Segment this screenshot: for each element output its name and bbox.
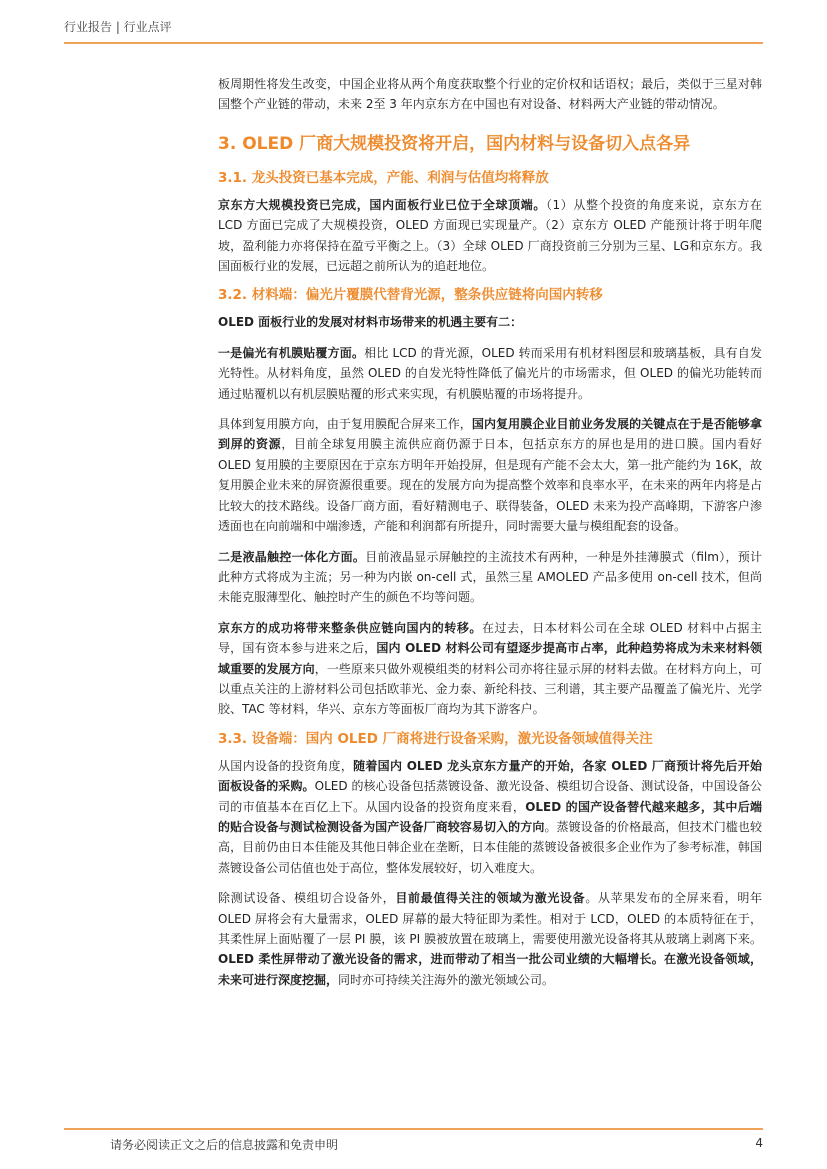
body-text: 除测试设备、模组切合设备外，: [218, 891, 396, 906]
paragraph-equipment: [218, 756, 762, 878]
body-text: ，目前全球复用膜主流供应商仍源于日本，包括京东方的屏也是用的进口膜。国内看好 OLED 复用膜的主要原因在于京东方明年开始投屏，但是现有产能不会太大，第一批产能约为 16K，故复用膜企业未来的屏资源很重要。现在的发展方向为提高整个效率和良率水平，在未来的两年内将是占比较大的技术路线。设备厂商方面，看好精测电子、联得装备，OLED 未来为投产高峰期，下游客户渗透面也在向前端和中端渗透，产能和利润都有所提升，同时需要大量与模组配套的设备。: [218, 437, 762, 534]
paragraph-touch: [218, 547, 762, 608]
paragraph-supply-chain: [218, 618, 762, 720]
body-text: 从国内设备的投资角度，: [218, 758, 354, 773]
body-text: 相比 LCD 的背光源，OLED 转而采用有机材料图层和玻璃基板，具有自发光特性。从材料角度，虽然 OLED 的自发光特性降低了偏光片的市场需求，但 OLED 的偏光功能转而通过贴覆机以有机层膜贴覆的形式来实现，有机膜贴覆的市场将提升。: [218, 345, 762, 401]
bold-text: 二是液晶触控一体化方面。: [218, 549, 366, 564]
paragraph-laser: [218, 888, 762, 990]
body-text: 具体到复用膜方向，由于复用膜配合屏来工作，: [218, 417, 472, 432]
paragraph-film: [218, 414, 762, 536]
body-text: ，一些原来只做外观模组类的材料公司亦将往显示屏的材料去做。在材料方向上，可以重点关注的上游材料公司包括欧菲光、金力泰、新纶科技、三利谱，其主要产品覆盖了偏光片、光学胶、TAC 等材料，华兴、京东方等面板厂商均为其下游客户。: [218, 661, 762, 717]
bold-text: 随着国内 OLED 龙头京东方量产的开始，各家 OLED 厂商预计将先后开始面板设备的采购。: [218, 758, 762, 794]
section-3-3-heading: 3.3. 设备端：国内 OLED 厂商将进行设备采购，激光设备领域值得关注: [218, 730, 653, 747]
bold-text: 一是偏光有机膜贴覆方面。: [218, 345, 365, 360]
paragraph-3-2-lead: OLED 面板行业的发展对材料市场带来的机遇主要有二：: [218, 315, 523, 330]
footer-rule: [64, 1128, 763, 1130]
body-text: 。蒸镀设备的价格最高，但技术门槛也较高，目前仍由日本佳能及其他日韩企业在垄断，日本佳能的蒸镀设备被很多企业作为了参考标准，韩国蒸镀设备公司估值也处于高位，整体发展较好，切入难度大。: [218, 819, 762, 875]
disclaimer-footer: 请务必阅读正文之后的信息披露和免责申明: [110, 1138, 339, 1152]
body-text: 同时亦可持续关注海外的激光领域公司。: [338, 972, 555, 987]
paragraph-3-1: [218, 195, 762, 277]
section-3-heading: 3. OLED 厂商大规模投资将开启，国内材料与设备切入点各异: [218, 133, 691, 154]
bold-text: OLED 柔性屏带动了激光设备的需求，进而带动了相当一批公司业绩的大幅增长。在激光设备领域，未来可进行深度挖掘，: [218, 952, 762, 987]
bold-text: 目前最值得关注的领域为激光设备: [395, 891, 586, 906]
paragraph-polarizer: [218, 343, 762, 404]
body-text: （1）从整个投资的角度来说，京东方在 LCD 方面已完成了大规模投资，OLED 方面现已实现量产。（2）京东方 OLED 产能预计将于明年爬坡，盈利能力亦将保持在盈亏平衡之上。（3）全球 OLED 厂商投资前三分别为三星、LG和京东方。我国面板行业的发展，已远超之前所认为的追赶地位。: [218, 197, 762, 274]
main-content: [218, 74, 762, 1000]
body-text: 。从苹果发布的全屏来看，明年 OLED 屏将会有大量需求，OLED 屏幕的最大特征即为柔性。相对于 LCD，OLED 的本质特征在于，其柔性屏上面贴覆了一层 PI 膜，该 PI 膜被放置在玻璃上，需要使用激光设备将其从玻璃上剥离下来。: [218, 891, 762, 946]
bold-text: 国内复用膜企业目前业务发展的关键点在于是否能够拿到屏的资源: [218, 417, 762, 452]
section-3-1-heading: 3.1. 龙头投资已基本完成，产能、利润与估值均将释放: [218, 169, 549, 186]
bold-text: 京东方的成功将带来整条供应链向国内的转移。: [218, 620, 482, 635]
body-text: 目前液晶显示屏触控的主流技术有两种，一种是外挂薄膜式（film），预计此种方式将成为主流；另一种为内嵌 on-cell 式，虽然三星 AMOLED 产品多使用 on-cell 技术，但尚未能克服薄型化、触控时产生的颜色不均等问题。: [218, 549, 762, 605]
bold-text: 国内 OLED 材料公司有望逐步提高市占率，此种趋势将成为未来材料领域重要的发展方向: [218, 641, 762, 676]
section-3-2-heading: 3.2. 材料端：偏光片覆膜代替背光源，整条供应链将向国内转移: [218, 287, 603, 304]
header-rule: [64, 42, 763, 44]
bold-text: 京东方大规模投资已完成，国内面板行业已位于全球顶端。: [218, 197, 546, 212]
paragraph-intro: 板周期性将发生改变，中国企业将从两个角度获取整个行业的定价权和话语权；最后，类似于三星对韩国整个产业链的带动，未来 2至 3 年内京东方在中国也有对设备、材料两大产业链的带动情况。: [218, 77, 762, 112]
bold-text: OLED 的国产设备替代越来越多，其中后端的贴合设备与测试检测设备为国产设备厂商较容易切入的方向: [218, 799, 762, 834]
body-text: OLED 的核心设备包括蒸镀设备、激光设备、模组切合设备、测试设备，中国设备公司的市值基本在百亿上下。从国内设备的投资角度来看，: [218, 779, 762, 814]
report-header: 行业报告 | 行业点评: [64, 20, 172, 34]
page-number: 4: [755, 1136, 763, 1150]
body-text: 在过去，日本材料公司在全球 OLED 材料中占据主导，国有资本参与进来之后，: [218, 620, 762, 656]
